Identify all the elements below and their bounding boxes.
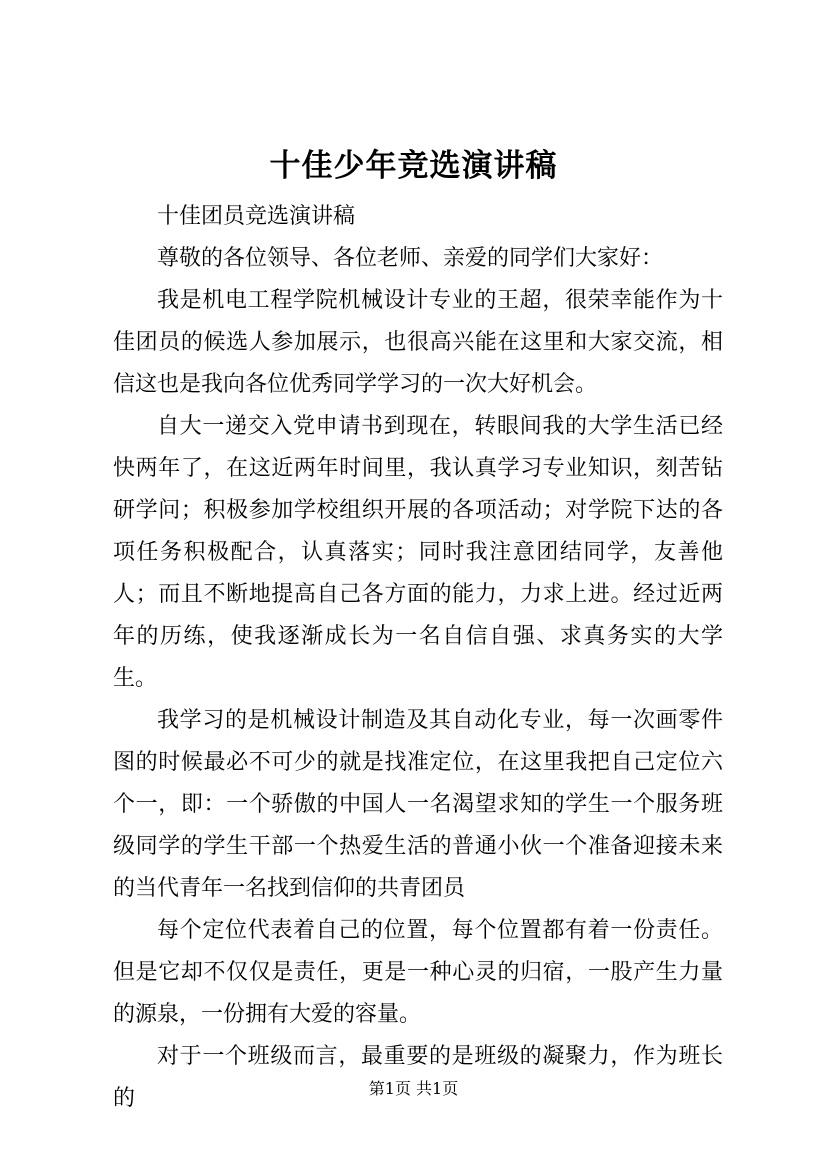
paragraph-subtitle: 十佳团员竞选演讲稿 (157, 204, 356, 229)
paragraph-introduction: 我是机电工程学院机械设计专业的王超，很荣幸能作为十佳团员的候选人参加展示，也很高兴能在这里和大家交流，相信这也是我向各位优秀同学学习的一次大好机会。 (113, 288, 723, 397)
paragraph-self-positioning: 我学习的是机械设计制造及其自动化专业，每一次画零件图的时候最必不可少的就是找准定位，在这里我把自己定位六个一，即：一个骄傲的中国人一名渴望求知的学生一个服务班级同学的学生干部一个热爱生活的普通小伙一个准备迎接未来的当代青年一名找到信仰的共青团员 (113, 708, 723, 901)
document-body (113, 196, 723, 1120)
paragraph-responsibility: 每个定位代表着自己的位置，每个位置都有着一份责任。但是它却不仅仅是责任，更是一种心灵的归宿，一股产生力量的源泉，一份拥有大爱的容量。 (113, 918, 723, 1027)
paragraph-university-life: 自大一递交入党申请书到现在，转眼间我的大学生活已经快两年了，在这近两年时间里，我认真学习专业知识，刻苦钻研学问；积极参加学校组织开展的各项活动；对学院下达的各项任务积极配合，认真落实；同时我注意团结同学，友善他人；而且不断地提高自己各方面的能力，力求上进。经过近两年的历练，使我逐渐成长为一名自信自强、求真务实的大学生。 (113, 414, 723, 691)
document-title: 十佳少年竞选演讲稿 (269, 148, 558, 184)
paragraph-greeting: 尊敬的各位领导、各位老师、亲爱的同学们大家好： (157, 246, 664, 271)
paragraph-class-cohesion: 对于一个班级而言，最重要的是班级的凝聚力，作为班长的 (113, 1044, 723, 1111)
page-number-footer: 第1页 共1页 (368, 1079, 459, 1098)
